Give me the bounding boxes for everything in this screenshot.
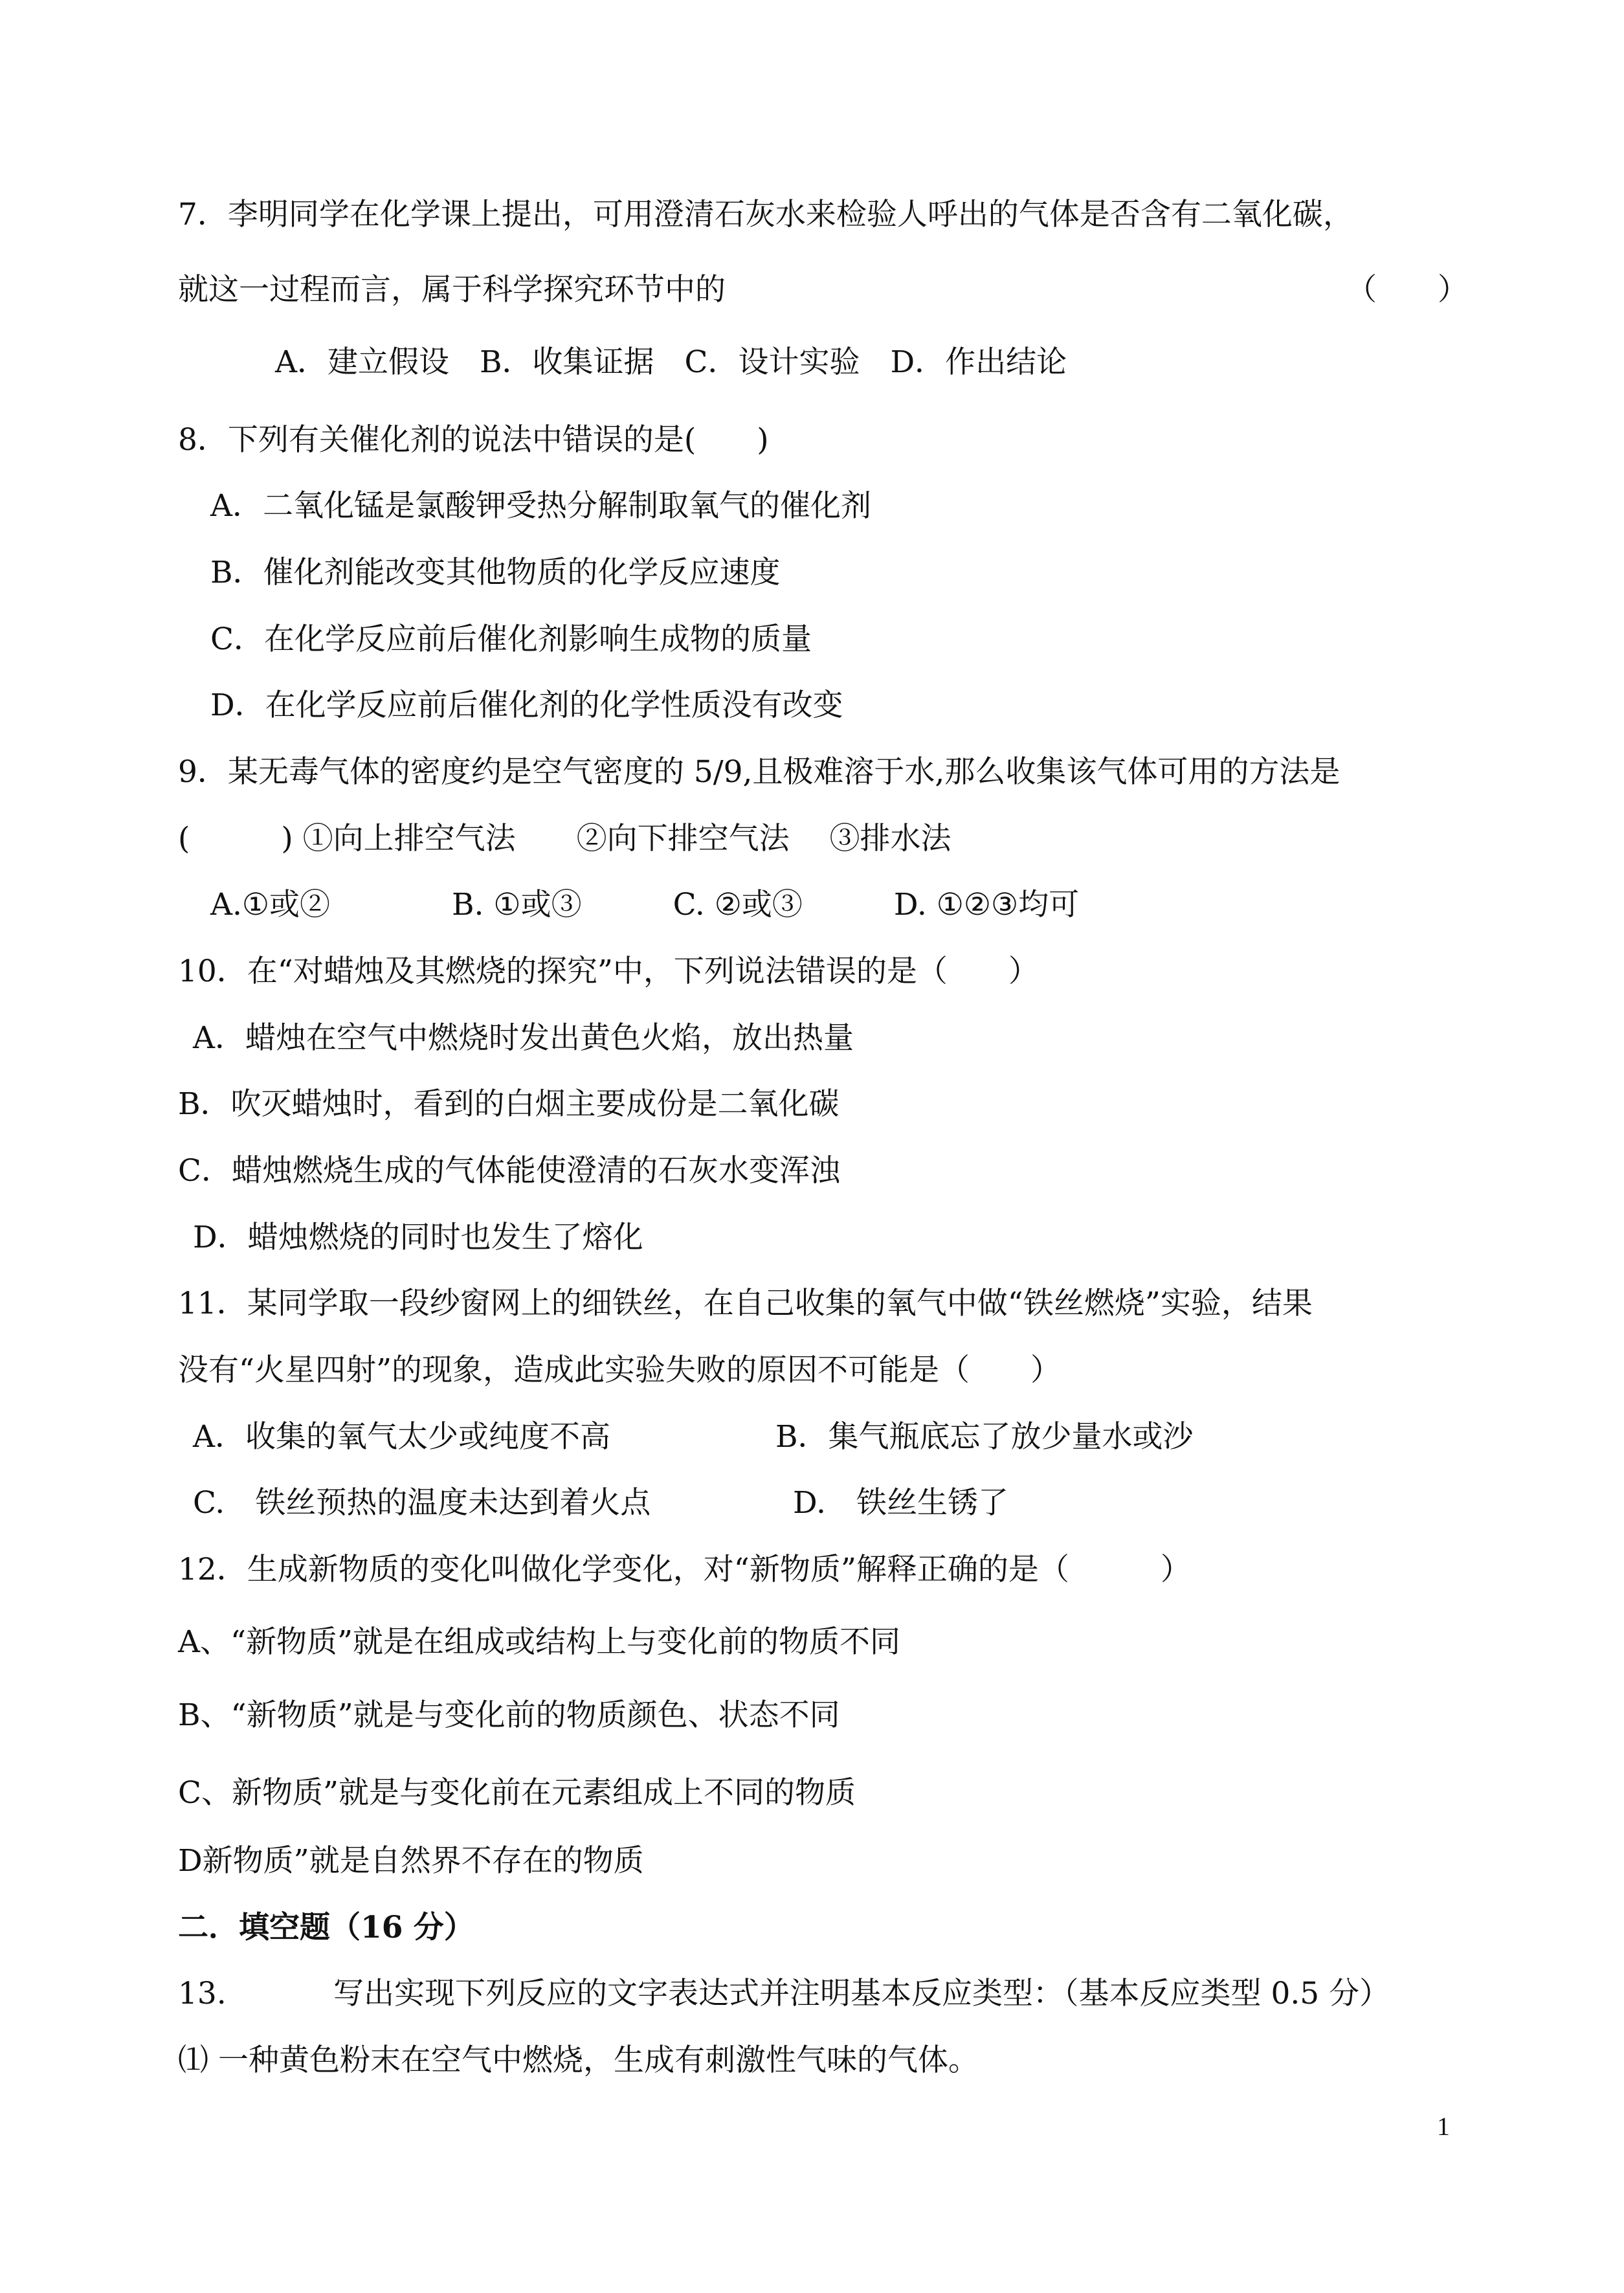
q12-option-c: C、新物质”就是与变化前在元素组成上不同的物质 (178, 1775, 856, 1811)
q13-sub1: ⑴ 一种黄色粉末在空气中燃烧，生成有刺激性气味的气体。 (178, 2042, 979, 2078)
q10-option-d: D．蜡烛燃烧的同时也发生了熔化 (193, 1220, 643, 1255)
q10-option-c: C．蜡烛燃烧生成的气体能使澄清的石灰水变浑浊 (178, 1153, 840, 1189)
q10-option-a: A．蜡烛在空气中燃烧时发出黄色火焰，放出热量 (193, 1020, 854, 1056)
page-number: 1 (1437, 2112, 1450, 2141)
q7-options: A．建立假设 B．收集证据 C．设计实验 D．作出结论 (275, 344, 1067, 380)
q7-stem-line2: 就这一过程而言，属于科学探究环节中的 (178, 272, 726, 308)
q7-stem-line1: 7．李明同学在化学课上提出，可用澄清石灰水来检验人呼出的气体是否含有二氧化碳， (178, 197, 1353, 232)
q11-stem-line2: 没有“火星四射”的现象，造成此实验失败的原因不可能是（ ） (178, 1352, 1062, 1388)
q11-option-a: A．收集的氧气太少或纯度不高 (193, 1419, 610, 1455)
q9-options: A.①或② B. ①或③ C. ②或③ D. ①②③均可 (210, 887, 1080, 923)
q9-stem-line1: 9．某无毒气体的密度约是空气密度的 5/9,且极难溶于水,那么收集该气体可用的方法是 (178, 754, 1340, 790)
q7-answer-bracket: （ ） (1346, 272, 1468, 308)
q11-stem-line1: 11．某同学取一段纱窗网上的细铁丝，在自己收集的氧气中做“铁丝燃烧”实验，结果 (178, 1286, 1313, 1321)
q13-instruction: 写出实现下列反应的文字表达式并注明基本反应类型：（基本反应类型 0.5 分） (333, 1976, 1390, 2011)
q8-option-c: C．在化学反应前后催化剂影响生成物的质量 (210, 621, 812, 657)
q11-option-b: B．集气瓶底忘了放少量水或沙 (775, 1419, 1194, 1455)
q13-number: 13. (178, 1976, 227, 2011)
q8-option-a: A．二氧化锰是氯酸钾受热分解制取氧气的催化剂 (210, 488, 871, 524)
q12-option-b: B、“新物质”就是与变化前的物质颜色、状态不同 (178, 1697, 840, 1733)
q8-option-d: D．在化学反应前后催化剂的化学性质没有改变 (210, 688, 843, 723)
q8-option-b: B．催化剂能改变其他物质的化学反应速度 (210, 555, 781, 590)
q11-option-d: D. 铁丝生锈了 (793, 1485, 1008, 1521)
q9-stem-line2: ( ) ①向上排空气法 ②向下排空气法 ③排水法 (178, 821, 951, 856)
q12-option-a: A、“新物质”就是在组成或结构上与变化前的物质不同 (178, 1624, 900, 1660)
q8-stem: 8．下列有关催化剂的说法中错误的是( ) (178, 422, 769, 458)
q12-stem: 12．生成新物质的变化叫做化学变化，对“新物质”解释正确的是（ ） (178, 1552, 1191, 1587)
section-title: 二．填空题（16 分） (178, 1910, 474, 1945)
q10-option-b: B．吹灭蜡烛时，看到的白烟主要成份是二氧化碳 (178, 1086, 840, 1122)
q11-option-c: C. 铁丝预热的温度未达到着火点 (193, 1485, 651, 1521)
q10-stem: 10．在“对蜡烛及其燃烧的探究”中，下列说法错误的是（ ） (178, 954, 1039, 989)
q12-option-d: D新物质”就是自然界不存在的物质 (178, 1843, 644, 1879)
